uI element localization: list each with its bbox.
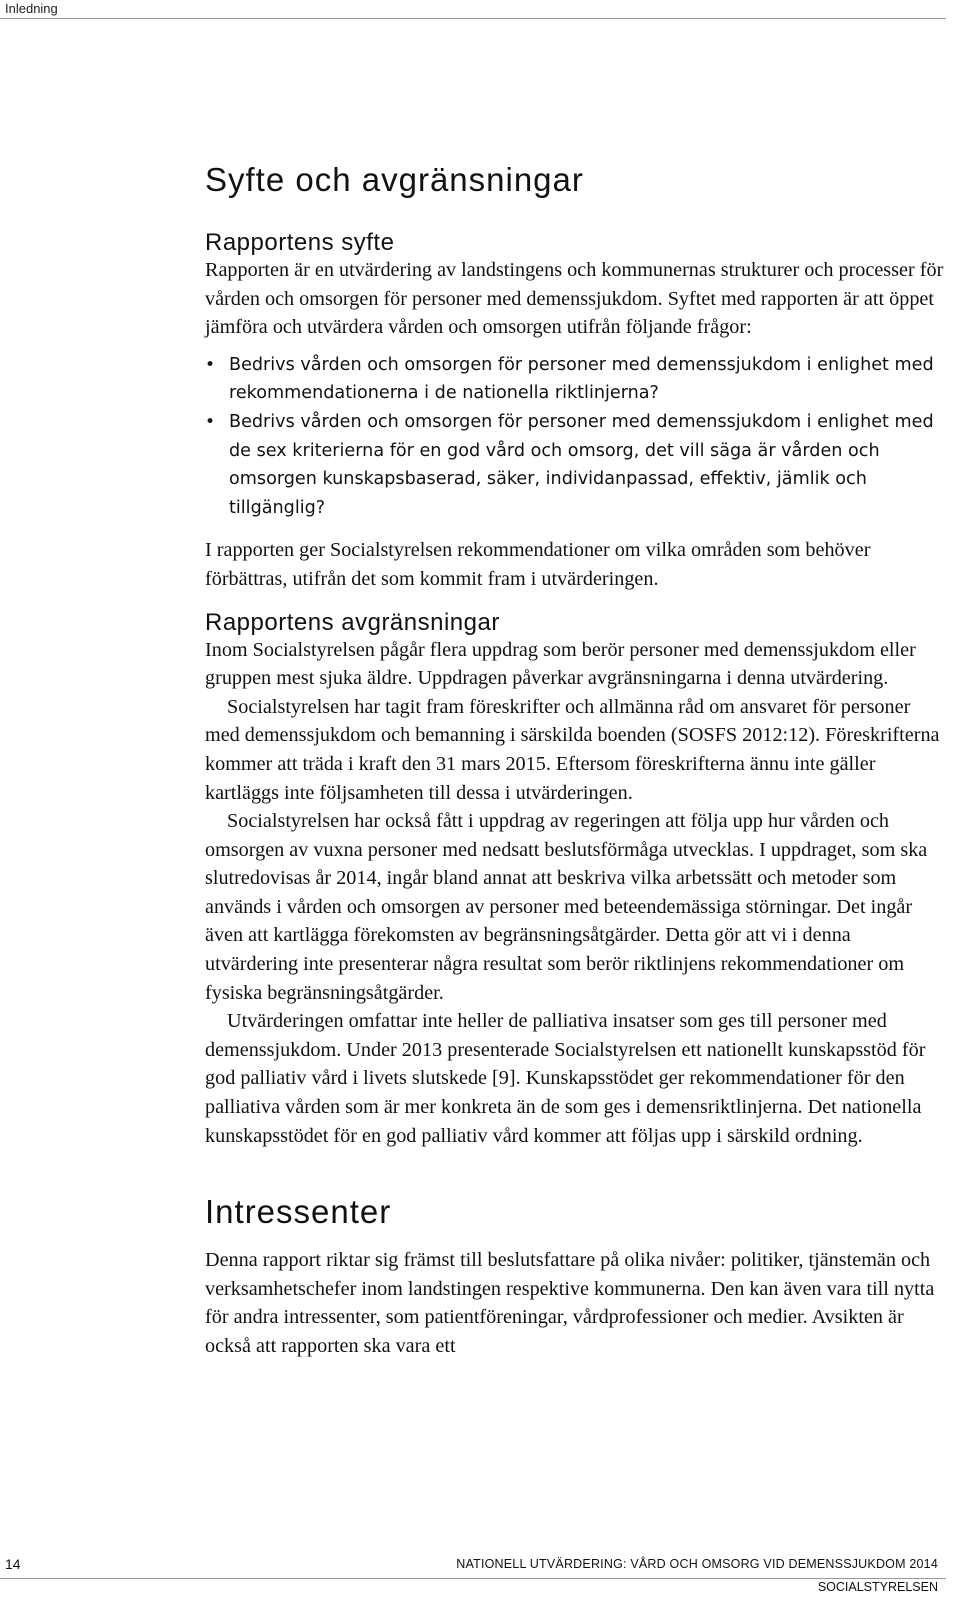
heading-rapportens-syfte: Rapportens syfte: [205, 229, 395, 256]
footer-title: NATIONELL UTVÄRDERING: VÅRD OCH OMSORG VID DEMENSSJUKDOM 2014: [456, 1557, 938, 1571]
bullet-icon: •: [205, 354, 216, 375]
limits-paragraph: Socialstyrelsen har tagit fram föreskrifter och allmänna råd om ansvaret för personer med demenssjukdom och bemanning i särskilda boenden (SOSFS 2012:12). Föreskrifterna kommer att träda i kraft den 31 mars 2015. Eftersom föreskrifterna ännu inte gäller kartläggs inte följsamheten till dessa i utvärderingen.: [205, 695, 940, 804]
limits-paragraph: Socialstyrelsen har också fått i uppdrag av regeringen att följa upp hur vården och omsorgen av vuxna personer med nedsatt beslutsförmåga utvecklas. I uppdraget, som ska slutredovisas år 2014, ingår bland annat att beskriva vilka arbetssätt och metoder som används i vården och omsorgen av personer med beteendemässiga störningar. Det ingår även att kartlägga förekomsten av begränsningsåtgärder. Detta gör att vi i denna utvärdering inte presenterar några resultat som berör riktlinjens rekommendationer om fysiska begränsningsåtgärder.: [205, 810, 928, 1004]
stakeholders-paragraph: Denna rapport riktar sig främst till beslutsfattare på olika nivåer: politiker, tjänstemän och verksamhetschefer inom landstingen respektive kommunerna. Den kan även vara till nytta för andra intressenter, som patientföreningar, vårdprofessioner och medier. Avsikten är också att rapporten ska vara ett: [205, 1249, 935, 1357]
page-number: 14: [5, 1556, 21, 1572]
page-content: [205, 160, 945, 1361]
section-title-purpose-limits: Syfte och avgränsningar: [205, 161, 584, 198]
footer-rule: [0, 1578, 946, 1579]
bullet-icon: •: [205, 411, 216, 432]
question-list: [205, 351, 945, 523]
limits-paragraph: Inom Socialstyrelsen pågår flera uppdrag som berör personer med demenssjukdom eller gruppen mest sjuka äldre. Uppdragen påverkar avgränsningarna i denna utvärdering.: [205, 638, 916, 690]
bullet-text: Bedrivs vården och omsorgen för personer med demenssjukdom i enlighet med de sex kriterierna för en god vård och omsorg, det vill säga är vården och omsorgen kunskapsbaserad, säker, individanpassad, effektiv, jämlik och tillgänglig?: [229, 411, 934, 518]
header-rule: [0, 18, 946, 19]
list-item: [205, 408, 945, 522]
running-head: Inledning: [5, 1, 58, 16]
purpose-closing-paragraph: I rapporten ger Socialstyrelsen rekommendationer om vilka områden som behöver förbättras, utifrån det som kommit fram i utvärderingen.: [205, 539, 871, 590]
limits-paragraph: Utvärderingen omfattar inte heller de palliativa insatser som ges till personer med demenssjukdom. Under 2013 presenterade Socialstyrelsen ett nationellt kunskapsstöd för god palliativ vård i livets slutskede [9]. Kunskapsstödet ger rekommendationer för den palliativa vården som är mer konkreta än de som ges i demensriktlinjerna. Det nationella kunskapsstödet för en god palliativ vård kommer att följas upp i särskild ordning.: [205, 1010, 926, 1147]
section-title-stakeholders: Intressenter: [205, 1193, 392, 1231]
footer-organization: SOCIALSTYRELSEN: [817, 1580, 938, 1594]
list-item: [205, 351, 945, 408]
heading-rapportens-avgransningar: Rapportens avgränsningar: [205, 608, 500, 636]
bullet-text: Bedrivs vården och omsorgen för personer med demenssjukdom i enlighet med rekommendationerna i de nationella riktlinjerna?: [229, 354, 934, 404]
purpose-intro-paragraph: Rapporten är en utvärdering av landstingens och kommunernas strukturer och processer för vården och omsorgen för personer med demenssjukdom. Syftet med rapporten är att öppet jämföra och utvärdera vården och omsorgen utifrån följande frågor:: [205, 259, 944, 339]
